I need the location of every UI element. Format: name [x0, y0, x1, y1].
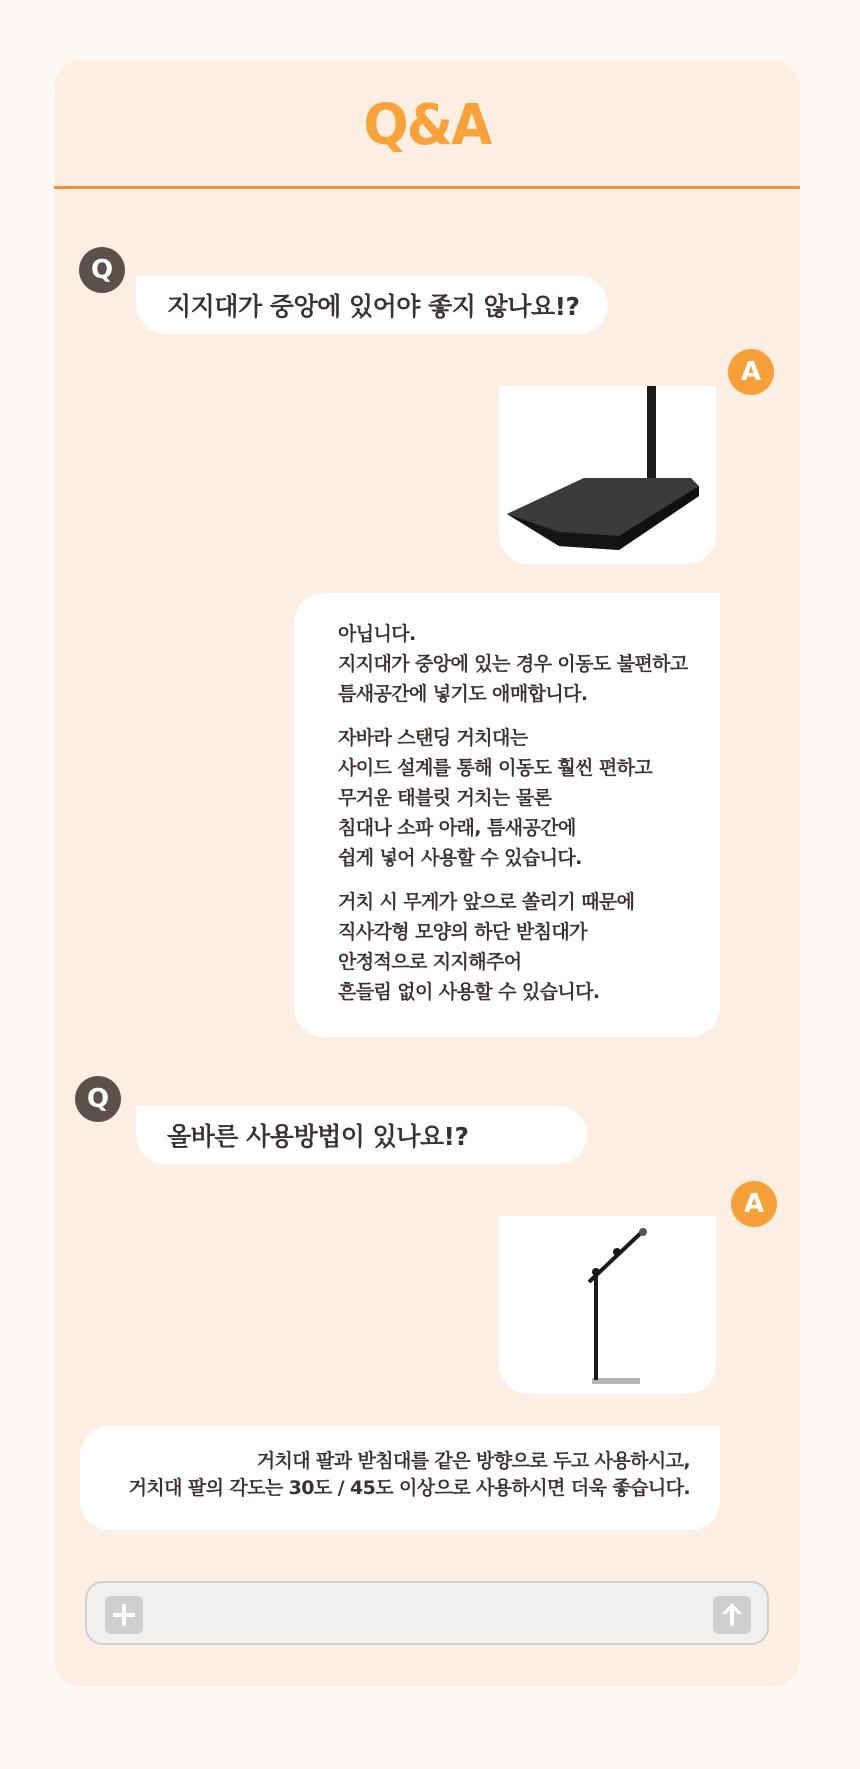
- answer-image-bubble: [499, 1216, 716, 1394]
- answer-line: 거치대 팔의 각도는 30도 / 45도 이상으로 사용하시면 더욱 좋습니다.: [128, 1477, 690, 1499]
- answer-line: 거치대 팔과 받침대를 같은 방향으로 두고 사용하시고,: [256, 1450, 690, 1472]
- answer-avatar: A: [731, 1181, 777, 1227]
- send-button[interactable]: [713, 1596, 751, 1634]
- desk-stand-base-photo: [499, 386, 716, 564]
- question-text: 올바른 사용방법이 있나요!?: [167, 1122, 469, 1151]
- add-button[interactable]: [105, 1596, 143, 1634]
- answer-avatar: A: [728, 349, 774, 395]
- page-title: Q&A: [363, 92, 491, 158]
- header: [54, 60, 800, 189]
- answer-paragraph: 아닙니다. 지지대가 중앙에 있는 경우 이동도 불편하고 틈새공간에 넣기도 애매합니다.: [338, 623, 688, 705]
- question-bubble: [136, 1106, 587, 1164]
- plus-icon: [111, 1602, 137, 1628]
- standing-arm-stand-photo: [499, 1216, 716, 1394]
- message-input-bar[interactable]: [85, 1581, 769, 1645]
- answer-bubble: [294, 593, 720, 1037]
- qa-card: [54, 60, 800, 1687]
- answer-paragraph: 거치 시 무게가 앞으로 쏠리기 때문에 직사각형 모양의 하단 받침대가 안정적으로 지지해주어 흔들림 없이 사용할 수 있습니다.: [338, 891, 635, 1003]
- question-text: 지지대가 중앙에 있어야 좋지 않나요!?: [167, 292, 580, 321]
- question-avatar: Q: [79, 247, 125, 293]
- answer-image-bubble: [499, 386, 716, 564]
- answer-bubble: [80, 1426, 720, 1530]
- arrow-up-icon: [719, 1602, 745, 1628]
- question-avatar: Q: [75, 1076, 121, 1122]
- answer-paragraph: 자바라 스탠딩 거치대는 사이드 설계를 통해 이동도 훨씬 편하고 무거운 태블릿 거치는 물론 침대나 소파 아래, 틈새공간에 쉽게 넣어 사용할 수 있습니다.: [338, 727, 653, 869]
- question-bubble: [136, 276, 608, 334]
